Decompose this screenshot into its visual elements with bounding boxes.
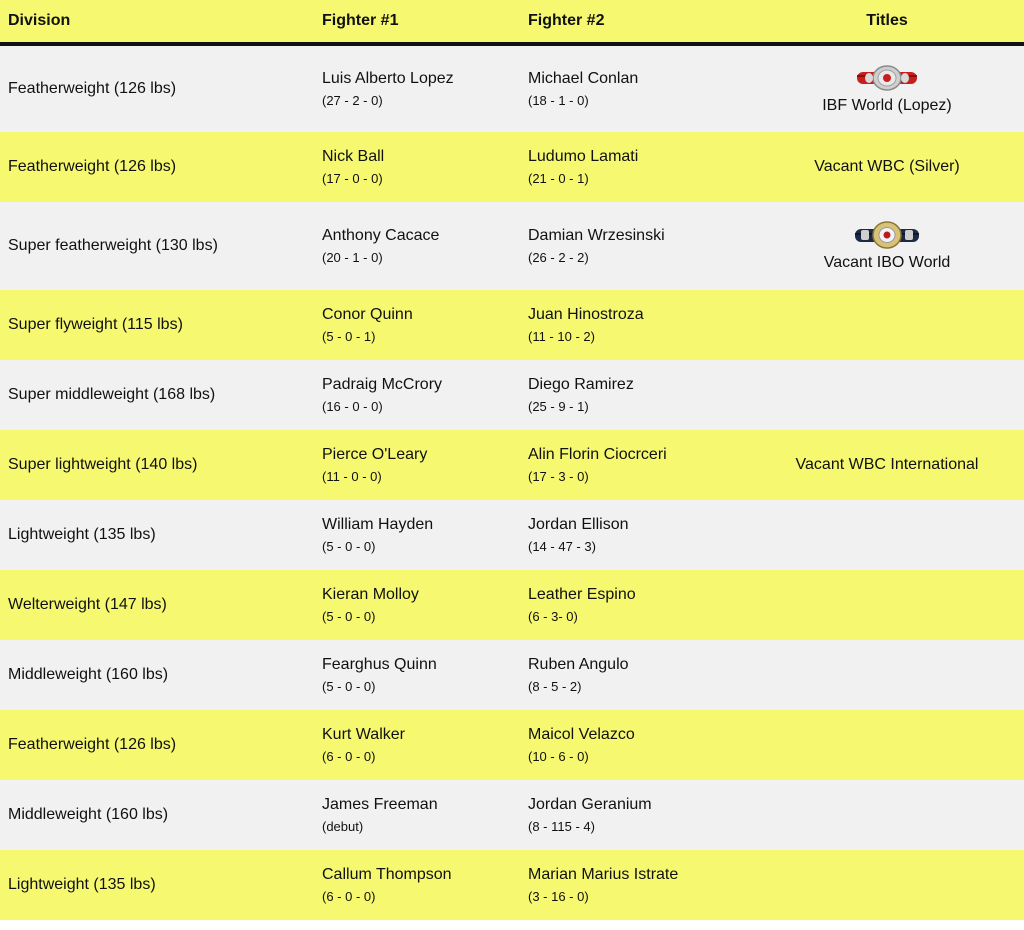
fighter-record: (17 - 3 - 0): [528, 468, 589, 484]
fighter-name: Callum Thompson: [322, 865, 452, 883]
fighter-record: (5 - 0 - 0): [322, 608, 376, 624]
fighter-name: Luis Alberto Lopez: [322, 69, 454, 87]
fighter-name: Maicol Velazco: [528, 725, 635, 743]
fighter2-cell: [520, 44, 750, 132]
fighter-record: (debut): [322, 818, 364, 834]
fighter-record: (16 - 0 - 0): [322, 398, 383, 414]
titles-cell: [750, 202, 1024, 290]
division-cell: Super featherweight (130 lbs): [8, 237, 218, 254]
title-label: Vacant WBC (Silver): [814, 158, 960, 175]
fighter2-cell: [520, 570, 750, 640]
titles-cell: [750, 500, 1024, 570]
table-body: [0, 44, 1024, 920]
header-titles: Titles: [750, 0, 1024, 44]
table-row: [0, 44, 1024, 132]
division-cell: Lightweight (135 lbs): [8, 526, 156, 543]
fighter-name: Damian Wrzesinski: [528, 226, 665, 244]
fighter-name: William Hayden: [322, 515, 434, 533]
division-cell: Middleweight (160 lbs): [8, 666, 169, 683]
fighter-record: (20 - 1 - 0): [322, 249, 383, 265]
fighter-name: Marian Marius Istrate: [528, 865, 679, 883]
fighter-record: (17 - 0 - 0): [322, 170, 383, 186]
titles-cell: [750, 44, 1024, 132]
division-cell: Featherweight (126 lbs): [8, 736, 177, 753]
table-row: [0, 430, 1024, 500]
fighter-name: Jordan Ellison: [528, 515, 629, 533]
table-row: [0, 290, 1024, 360]
titles-cell: [750, 640, 1024, 710]
fighter1-cell: [314, 132, 520, 202]
fighter-record: (8 - 5 - 2): [528, 678, 582, 694]
fighter2-cell: [520, 132, 750, 202]
table-row: [0, 570, 1024, 640]
division-cell: Lightweight (135 lbs): [8, 876, 156, 893]
header-division: Division: [0, 0, 314, 44]
fighter-record: (25 - 9 - 1): [528, 398, 589, 414]
fighter1-cell: [314, 44, 520, 132]
table-row: [0, 780, 1024, 850]
titles-cell: [750, 360, 1024, 430]
fighter-record: (14 - 47 - 3): [528, 538, 596, 554]
fighter-record: (8 - 115 - 4): [528, 818, 595, 834]
fighter-name: Conor Quinn: [322, 305, 413, 323]
ibf-belt-icon: [855, 63, 919, 93]
fighter2-cell: [520, 710, 750, 780]
table-row: [0, 132, 1024, 202]
fighter-name: Padraig McCrory: [322, 375, 443, 393]
header-fighter1: Fighter #1: [314, 0, 520, 44]
fighter1-cell: [314, 570, 520, 640]
fighter1-cell: [314, 850, 520, 920]
fighter-record: (26 - 2 - 2): [528, 249, 589, 265]
table-header: [0, 0, 1024, 44]
table-row: [0, 850, 1024, 920]
fighter-name: Nick Ball: [322, 147, 385, 165]
fighter-name: James Freeman: [322, 795, 438, 813]
fighter1-cell: [314, 780, 520, 850]
titles-cell: [750, 780, 1024, 850]
fighter-record: (6 - 3- 0): [528, 608, 578, 624]
table-row: [0, 640, 1024, 710]
fighter2-cell: [520, 360, 750, 430]
fighter1-cell: [314, 710, 520, 780]
fighter2-cell: [520, 780, 750, 850]
fighter1-cell: [314, 430, 520, 500]
titles-cell: [750, 430, 1024, 500]
titles-cell: [750, 710, 1024, 780]
fighter-record: (10 - 6 - 0): [528, 748, 589, 764]
fighter-name: Anthony Cacace: [322, 226, 440, 244]
fighter2-cell: [520, 290, 750, 360]
fighter1-cell: [314, 290, 520, 360]
division-cell: Featherweight (126 lbs): [8, 80, 177, 97]
table-row: [0, 360, 1024, 430]
fighter-name: Jordan Geranium: [528, 795, 652, 813]
division-cell: Middleweight (160 lbs): [8, 806, 169, 823]
fighter-record: (21 - 0 - 1): [528, 170, 589, 186]
fighter-record: (5 - 0 - 0): [322, 538, 376, 554]
fighter-name: Fearghus Quinn: [322, 655, 437, 673]
fighter-name: Juan Hinostroza: [528, 305, 644, 323]
table-row: [0, 710, 1024, 780]
titles-cell: [750, 132, 1024, 202]
fighter-name: Alin Florin Ciocrceri: [528, 445, 667, 463]
fighter-name: Michael Conlan: [528, 69, 639, 87]
table-row: [0, 500, 1024, 570]
title-label: Vacant IBO World: [823, 254, 951, 271]
titles-cell: [750, 290, 1024, 360]
division-cell: Super middleweight (168 lbs): [8, 386, 216, 403]
fighter-record: (6 - 0 - 0): [322, 888, 376, 904]
header-fighter2: Fighter #2: [520, 0, 750, 44]
fighter-record: (18 - 1 - 0): [528, 92, 589, 108]
fighter-name: Kieran Molloy: [322, 585, 419, 603]
fighter-record: (5 - 0 - 0): [322, 678, 376, 694]
fighter2-cell: [520, 430, 750, 500]
fighter-record: (11 - 10 - 2): [528, 328, 595, 344]
fighter1-cell: [314, 500, 520, 570]
fighter1-cell: [314, 202, 520, 290]
fighter-record: (3 - 16 - 0): [528, 888, 589, 904]
fighter-name: Ruben Angulo: [528, 655, 629, 673]
fighter-name: Pierce O'Leary: [322, 445, 428, 463]
division-cell: Welterweight (147 lbs): [8, 596, 167, 613]
fighter-record: (27 - 2 - 0): [322, 92, 383, 108]
titles-cell: [750, 570, 1024, 640]
title-label: Vacant WBC International: [795, 456, 979, 473]
fighter-name: Diego Ramirez: [528, 375, 634, 393]
fighter2-cell: [520, 500, 750, 570]
fighter2-cell: [520, 202, 750, 290]
fighter1-cell: [314, 360, 520, 430]
fighter2-cell: [520, 850, 750, 920]
fighter-name: Ludumo Lamati: [528, 147, 639, 165]
division-cell: Super lightweight (140 lbs): [8, 456, 198, 473]
titles-cell: [750, 850, 1024, 920]
fighter-name: Kurt Walker: [322, 725, 405, 743]
fighter-name: Leather Espino: [528, 585, 636, 603]
header-row: [0, 0, 1024, 44]
fighter1-cell: [314, 640, 520, 710]
ibo-belt-icon: [853, 220, 921, 250]
title-label: IBF World (Lopez): [822, 97, 952, 114]
fighter-record: (5 - 0 - 1): [322, 328, 376, 344]
fighter2-cell: [520, 640, 750, 710]
table-row: [0, 202, 1024, 290]
fighter-record: (11 - 0 - 0): [322, 468, 382, 484]
division-cell: Super flyweight (115 lbs): [8, 316, 183, 333]
fighter-record: (6 - 0 - 0): [322, 748, 376, 764]
division-cell: Featherweight (126 lbs): [8, 158, 177, 175]
